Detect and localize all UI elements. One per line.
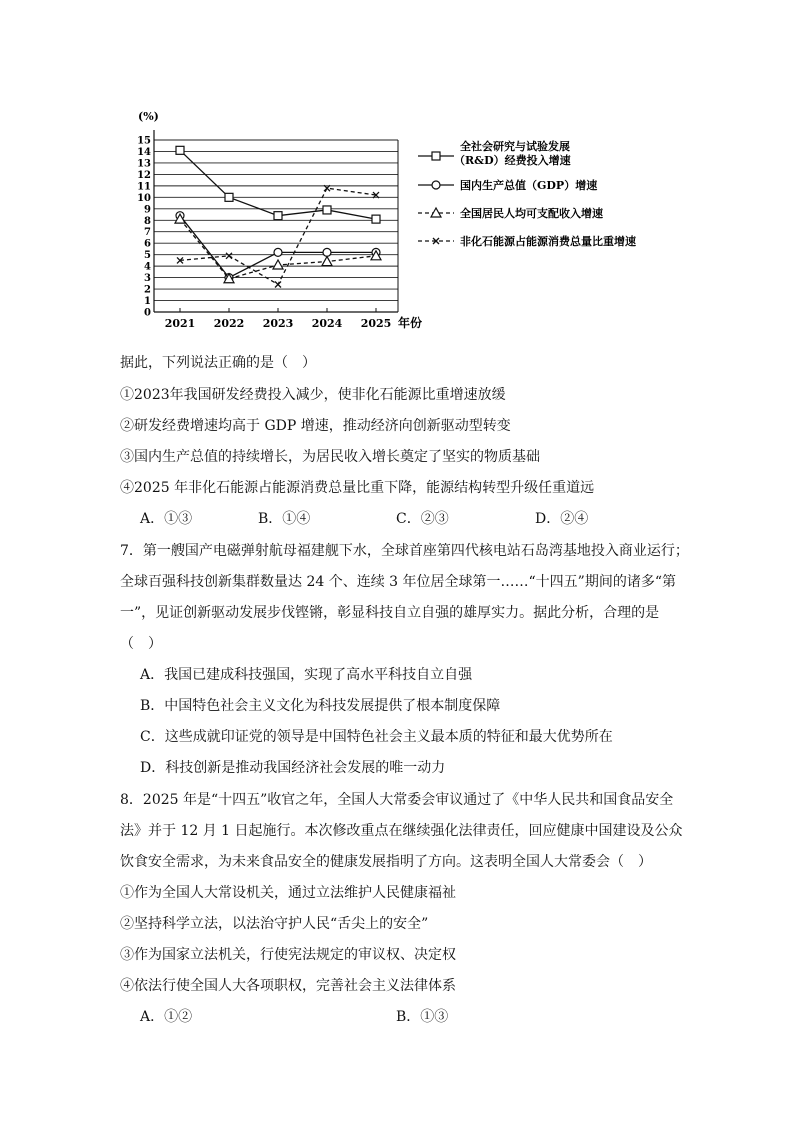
- q6-option-d[interactable]: D．②④: [535, 511, 589, 527]
- q8-option-b[interactable]: B．①③: [396, 1009, 449, 1025]
- x-tick-labels: [165, 317, 392, 330]
- q7-line-2: 全球百强科技创新集群数量达 24 个、连续 3 年位居全球第一……“十四五”期间的诸多“第: [120, 574, 676, 590]
- q7-option-b[interactable]: B．中国特色社会主义文化为科技发展提供了根本制度保障: [140, 698, 501, 714]
- x-tick-label: 2025: [360, 317, 392, 330]
- triangle-marker: [273, 260, 283, 269]
- y-tick-label: 6: [144, 238, 151, 250]
- series-line-x: [180, 188, 376, 284]
- circle-marker: [323, 248, 331, 256]
- y-tick-label: 2: [144, 284, 151, 296]
- triangle-marker: [322, 257, 332, 266]
- x-tick-label: 2024: [311, 317, 343, 330]
- legend-label: 国内生产总值（GDP）增速: [460, 179, 598, 192]
- q8-line-3: 饮食安全需求，为未来食品安全的健康发展指明了方向。这表明全国人大常委会（ ）: [120, 854, 652, 870]
- y-tick-label: 9: [144, 204, 151, 216]
- x-tick-label: 2021: [164, 317, 196, 330]
- q6-option-c[interactable]: C．②③: [396, 511, 449, 527]
- legend-label: 全社会研究与试验发展: [460, 140, 570, 153]
- y-tick-label: 15: [137, 135, 151, 147]
- y-tick-label: 8: [144, 215, 151, 227]
- y-tick-label: 14: [137, 146, 151, 158]
- y-tick-label: 0: [144, 307, 151, 319]
- q6-statement-2: ②研发经费增速均高于 GDP 增速，推动经济向创新驱动型转变: [120, 418, 511, 434]
- square-marker: [372, 215, 380, 223]
- legend-label: 全国居民人均可支配收入增速: [460, 207, 603, 220]
- y-tick-label: 1: [144, 296, 151, 308]
- y-tick-label: 10: [137, 192, 151, 204]
- q7-line-4: （ ）: [120, 636, 162, 652]
- q8-option-a[interactable]: A．①②: [140, 1009, 193, 1025]
- y-tick-label: 11: [137, 181, 151, 193]
- y-tick-label: 5: [144, 250, 151, 262]
- q7-option-a[interactable]: A．我国已建成科技强国，实现了高水平科技自立自强: [140, 667, 473, 683]
- y-tick-labels: [137, 136, 151, 319]
- q8-statement-1: ①作为全国人大常设机关，通过立法维护人民健康福祉: [120, 885, 456, 901]
- q6-option-b[interactable]: B．①④: [258, 511, 311, 527]
- q8-line-2: 法》并于 12 月 1 日起施行。本次修改重点在继续强化法律责任，回应健康中国建设及公众: [120, 823, 683, 839]
- x-tick-label: 2023: [262, 317, 294, 330]
- square-marker: [225, 193, 233, 201]
- square-marker: [274, 212, 282, 220]
- q7-option-d[interactable]: D．科技创新是推动我国经济社会发展的唯一动力: [140, 760, 446, 776]
- q6-stem: 据此，下列说法正确的是（ ）: [120, 355, 316, 371]
- q8-statement-3: ③作为国家立法机关，行使宪法规定的审议权、决定权: [120, 947, 456, 963]
- y-tick-label: 12: [137, 169, 151, 181]
- chart-legend: [418, 139, 636, 248]
- y-unit-label: (%): [138, 110, 159, 123]
- chart-axes: [154, 130, 398, 312]
- x-tick-label: 2022: [213, 317, 245, 330]
- q7-option-c[interactable]: C．这些成就印证党的领导是中国特色社会主义最本质的特征和最大优势所在: [140, 729, 613, 745]
- square-marker: [432, 152, 440, 160]
- q7-line-3: 一”，见证创新驱动发展步伐铿锵，彰显科技自立自强的雄厚实力。据此分析，合理的是: [120, 605, 660, 621]
- x-axis-label: 年份: [398, 316, 423, 330]
- circle-marker: [274, 248, 282, 256]
- q8-line-1: 8．2025 年是“十四五”收官之年，全国人大常委会审议通过了《中华人民共和国食品安全: [120, 792, 674, 808]
- y-tick-label: 3: [144, 273, 151, 285]
- q8-statement-4: ④依法行使全国人大各项职权，完善社会主义法律体系: [120, 978, 456, 994]
- q6-option-a[interactable]: A．①③: [140, 511, 193, 527]
- circle-marker: [432, 181, 440, 189]
- q6-statement-1: ①2023年我国研发经费投入减少，使非化石能源比重增速放缓: [120, 387, 506, 403]
- q7-line-1: 7．第一艘国产电磁弹射航母福建舰下水，全球首座第四代核电站石岛湾基地投入商业运行；: [120, 543, 689, 559]
- line-chart: [128, 104, 668, 336]
- legend-label: （R&D）经费投入增速: [454, 154, 571, 167]
- q6-statement-4: ④2025 年非化石能源占能源消费总量比重下降，能源结构转型升级任重道远: [120, 480, 595, 496]
- y-tick-label: 7: [144, 227, 151, 239]
- q8-statement-2: ②坚持科学立法，以法治守护人民“舌尖上的安全”: [120, 916, 429, 932]
- legend-label: 非化石能源占能源消费总量比重增速: [460, 235, 636, 248]
- y-tick-label: 4: [144, 261, 151, 273]
- square-marker: [323, 206, 331, 214]
- y-tick-label: 13: [137, 158, 151, 170]
- square-marker: [176, 146, 184, 154]
- q6-statement-3: ③国内生产总值的持续增长，为居民收入增长奠定了坚实的物质基础: [120, 449, 540, 465]
